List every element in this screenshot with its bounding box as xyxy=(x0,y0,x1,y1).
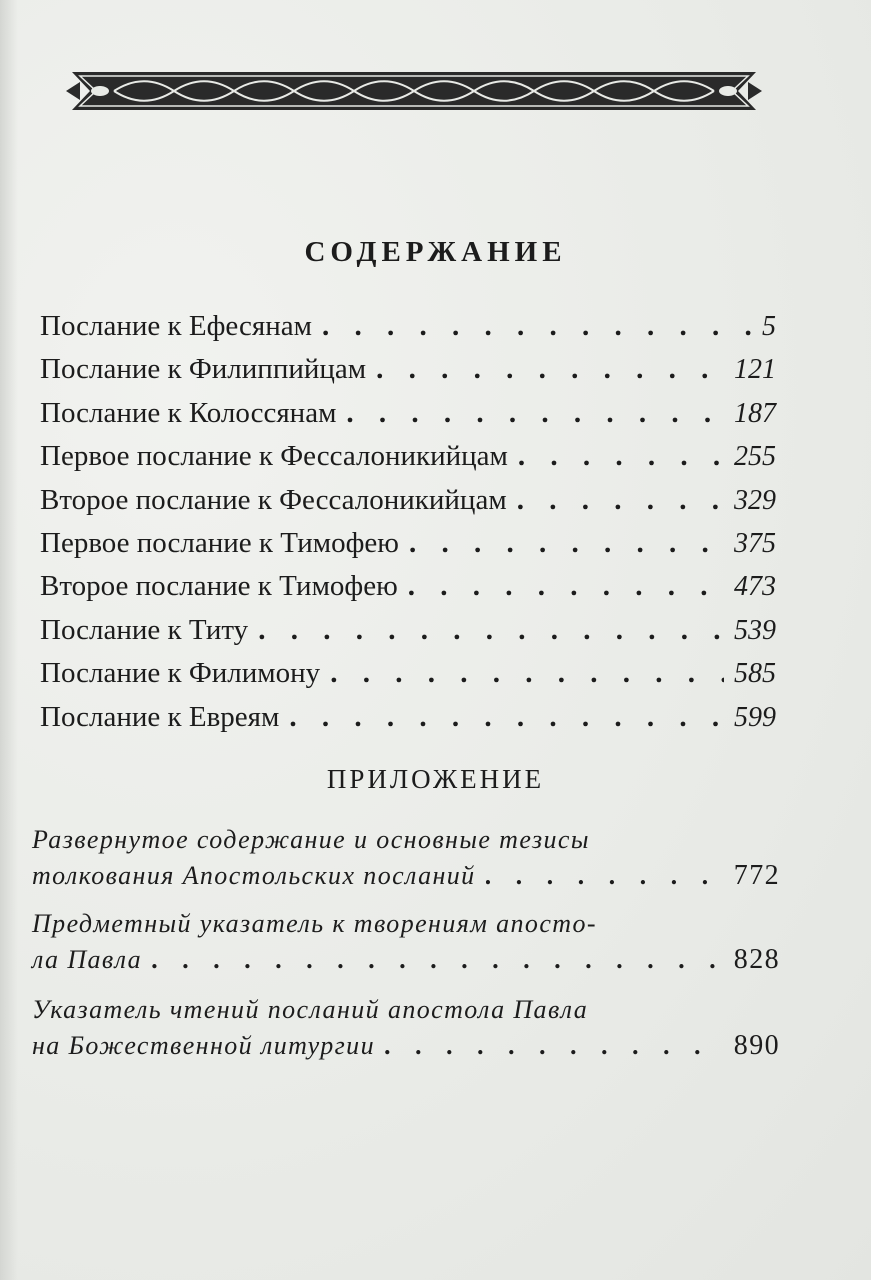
toc-entry-title: Послание к Колоссянам xyxy=(40,396,337,429)
appendix-entry-last-line xyxy=(32,944,780,984)
toc-entry-page: 329 xyxy=(734,484,776,516)
toc-entry-title: Послание к Титу xyxy=(40,613,249,646)
toc-entry-page: 539 xyxy=(734,614,776,646)
toc-entry-page: 5 xyxy=(762,311,776,342)
toc-entry-page: 187 xyxy=(734,397,776,429)
toc-entry-title: Первое послание к Фессалоникийцам xyxy=(40,440,508,473)
toc-entry-page: 585 xyxy=(734,658,776,690)
dot-leader xyxy=(258,614,724,647)
appendix-entry-title-line: Указатель чтений посланий апостола Павла xyxy=(32,995,589,1024)
dot-leader xyxy=(409,527,724,560)
appendix-entry-title-line: на Божественной литургии xyxy=(32,1031,375,1060)
appendix-entry-title-line: Предметный указатель к творениям апосто- xyxy=(32,909,597,938)
appendix-heading: ПРИЛОЖЕНИЕ xyxy=(326,764,545,794)
toc-entry-2-timothy[interactable] xyxy=(40,570,776,613)
toc-entry-colossians[interactable] xyxy=(40,397,776,440)
appendix-entry-summary[interactable] xyxy=(32,820,780,900)
toc-entry-title: Второе послание к Тимофею xyxy=(40,570,398,603)
dot-leader xyxy=(330,657,724,690)
toc-entry-title: Второе послание к Фессалоникийцам xyxy=(40,483,507,516)
toc-entry-title: Послание к Филимону xyxy=(40,657,321,690)
dot-leader xyxy=(486,861,724,891)
appendix-entry-last-line xyxy=(32,1030,780,1070)
page-binding-shadow xyxy=(0,0,18,1280)
contents-heading: СОДЕРЖАНИЕ xyxy=(304,236,567,268)
toc-entry-title: Послание к Филиппийцам xyxy=(40,353,367,386)
dot-leader xyxy=(152,945,724,975)
dot-leader xyxy=(408,570,724,603)
toc-entry-philippians[interactable] xyxy=(40,353,776,396)
toc-entry-1-timothy[interactable] xyxy=(40,527,776,570)
toc-entry-hebrews[interactable] xyxy=(40,701,776,744)
toc-entry-ephesians[interactable] xyxy=(40,310,776,353)
dot-leader xyxy=(346,397,724,430)
appendix-entry-page: 828 xyxy=(733,944,780,975)
appendix-entry-title-line: Развернутое содержание и основные тезисы xyxy=(32,825,590,854)
dot-leader xyxy=(322,310,752,343)
dot-leader xyxy=(385,1031,724,1061)
appendix-entry-title-line: ла Павла xyxy=(32,945,143,974)
toc-entry-page: 255 xyxy=(734,441,776,473)
toc-entry-page: 599 xyxy=(734,701,776,733)
toc-entry-title: Послание к Евреям xyxy=(40,700,280,733)
toc-entry-title: Первое послание к Тимофею xyxy=(40,526,399,559)
dot-leader xyxy=(518,440,724,473)
toc-entry-page: 121 xyxy=(734,354,776,386)
toc-entry-titus[interactable] xyxy=(40,614,776,657)
toc-entry-2-thessalonians[interactable] xyxy=(40,484,776,527)
appendix-entry-title-line: толкования Апостольских посланий xyxy=(32,861,476,890)
decorative-header-ornament xyxy=(66,52,762,130)
dot-leader xyxy=(289,701,724,734)
dot-leader xyxy=(517,484,724,517)
dot-leader xyxy=(376,353,724,386)
toc-entry-page: 473 xyxy=(734,571,776,603)
appendix-entry-last-line xyxy=(32,860,780,900)
contents-list xyxy=(40,310,776,744)
toc-entry-page: 375 xyxy=(734,527,776,559)
toc-entry-philemon[interactable] xyxy=(40,657,776,700)
appendix-entry-page: 890 xyxy=(733,1030,780,1061)
toc-entry-1-thessalonians[interactable] xyxy=(40,440,776,483)
appendix-entry-page: 772 xyxy=(733,860,780,891)
appendix-entry-subject-index[interactable] xyxy=(32,904,780,984)
toc-entry-title: Послание к Ефесянам xyxy=(40,310,312,342)
appendix-entry-readings-index[interactable] xyxy=(32,990,780,1070)
